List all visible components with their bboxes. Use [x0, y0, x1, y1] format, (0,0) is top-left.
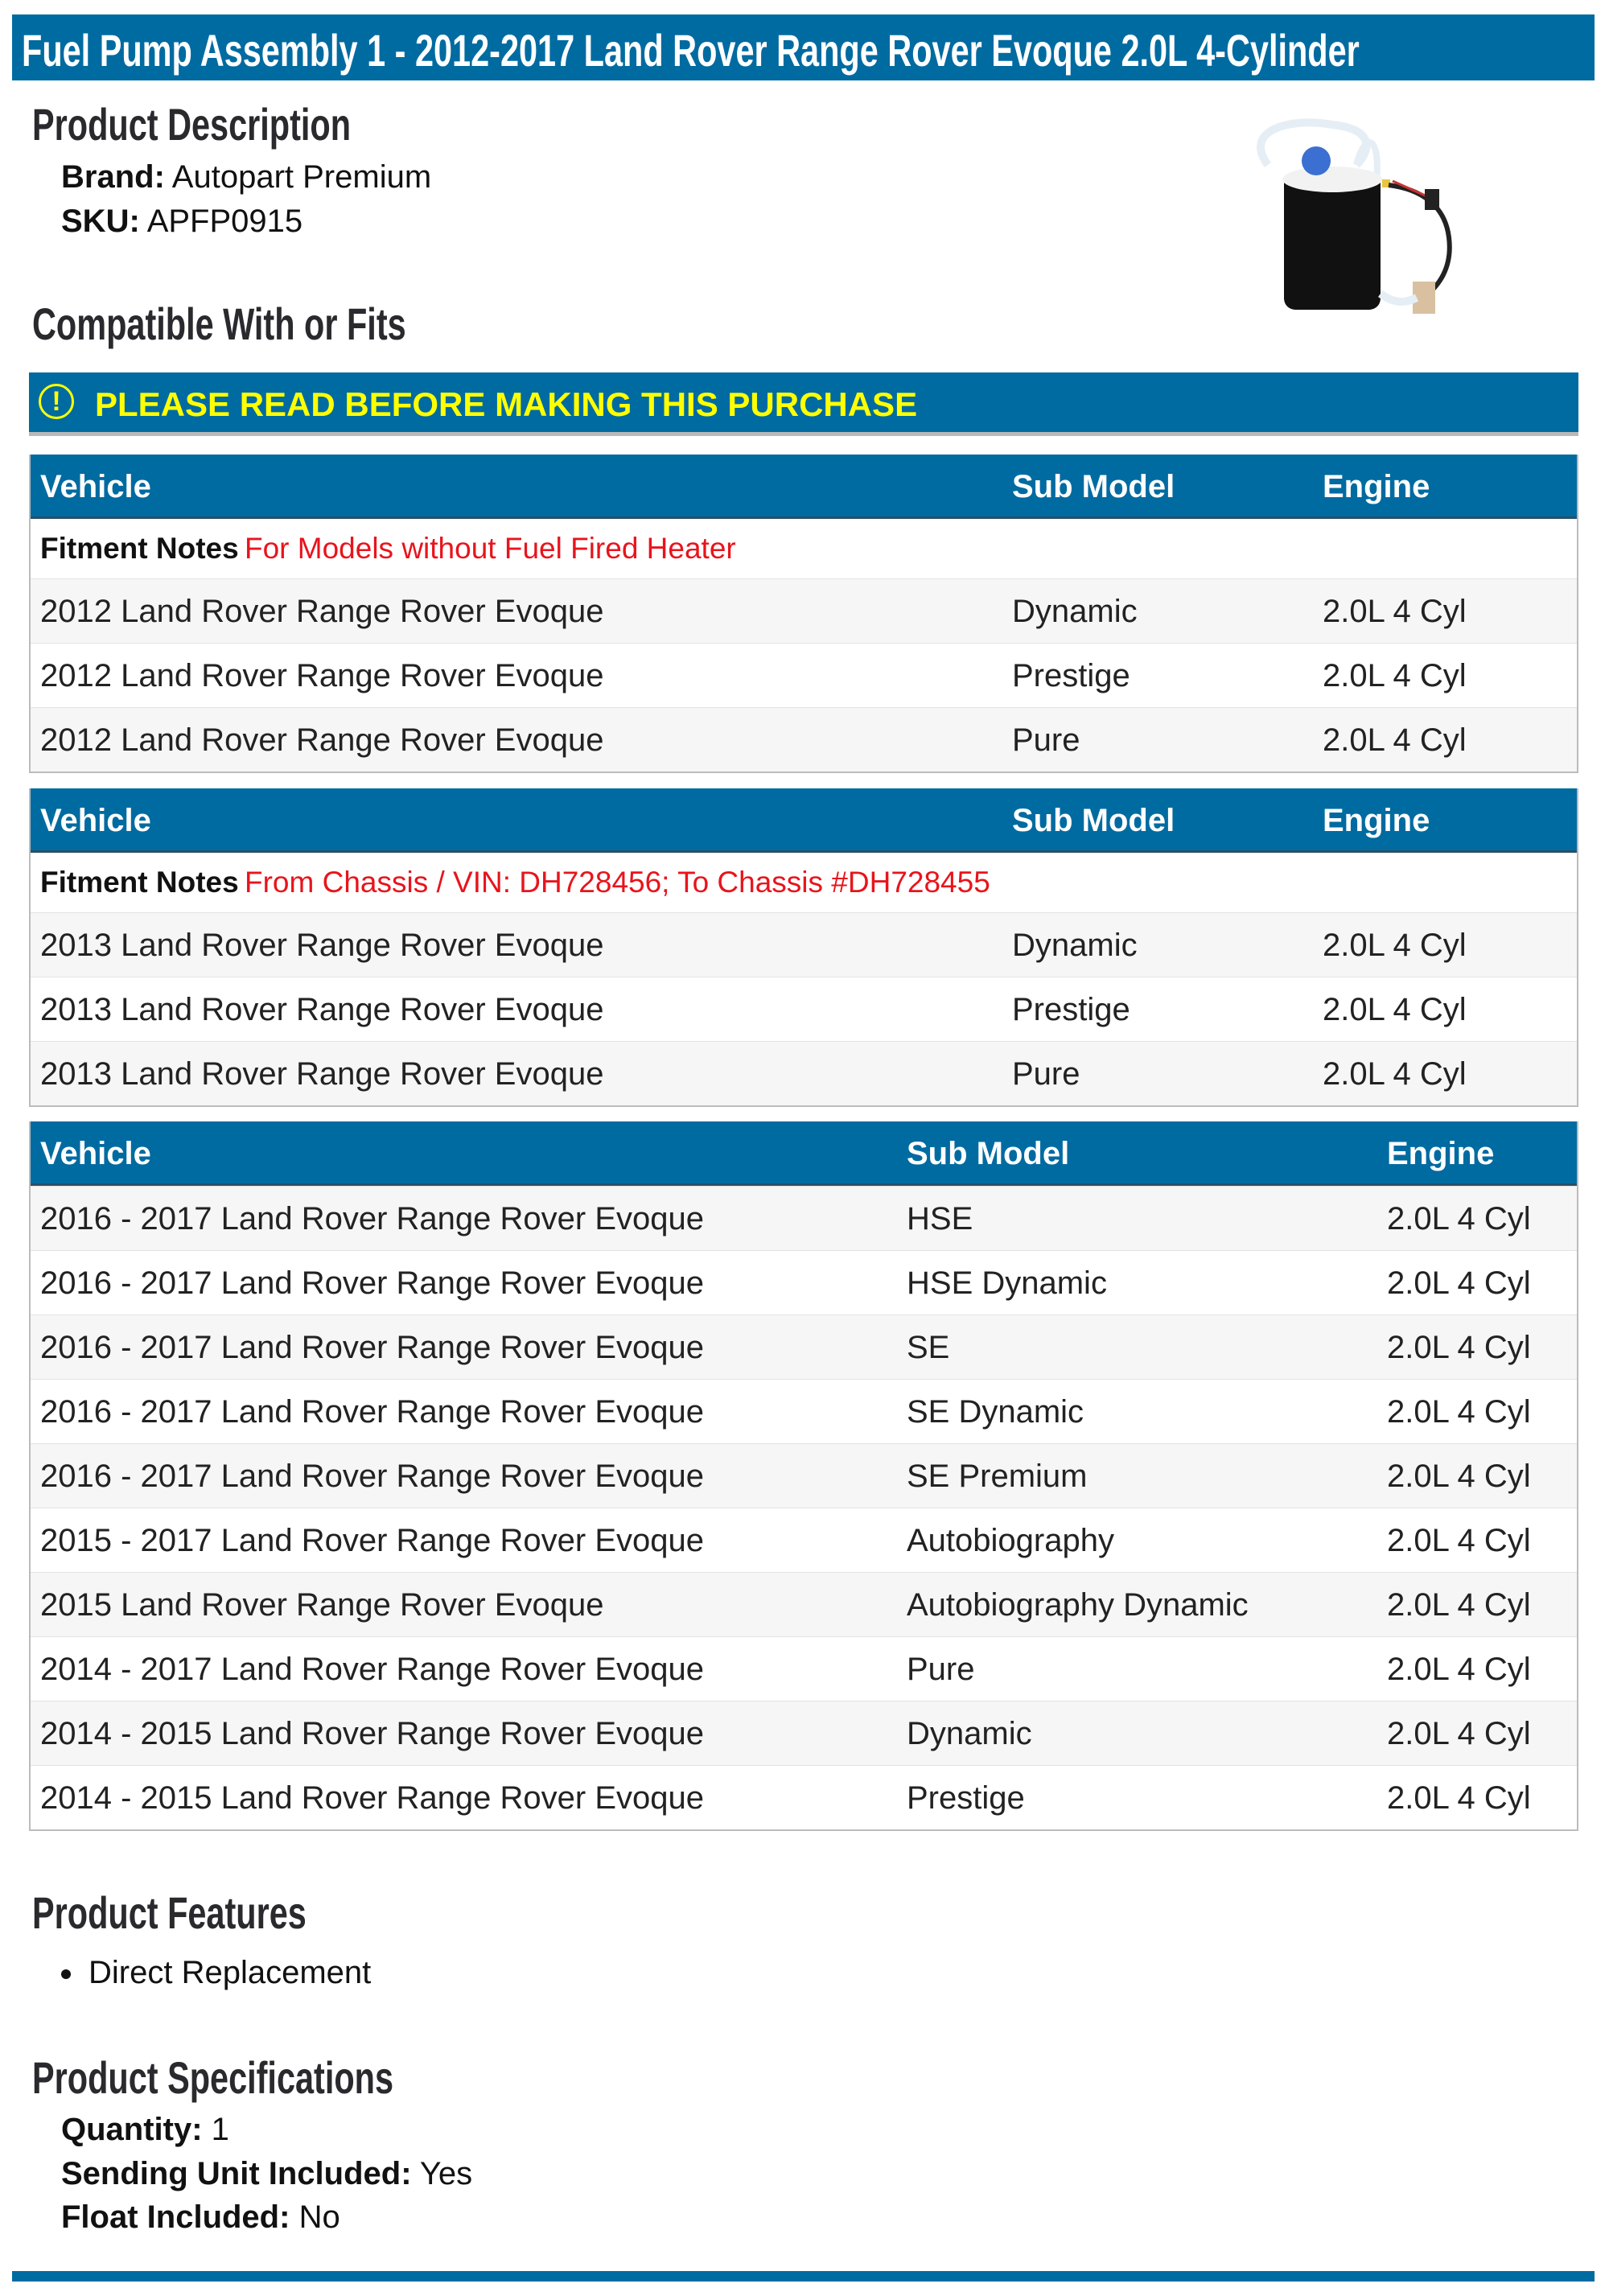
- vehicle-cell: 2014 - 2015 Land Rover Range Rover Evoque: [40, 1780, 704, 1816]
- table-body: [31, 1186, 1577, 1829]
- vehicle-cell: 2013 Land Rover Range Rover Evoque: [40, 1056, 604, 1092]
- vehicle-cell: 2012 Land Rover Range Rover Evoque: [40, 594, 604, 629]
- column-header: Engine: [1323, 469, 1430, 504]
- feature-item: [61, 1955, 371, 1991]
- fitment-notes-value: For Models without Fuel Fired Heater: [245, 532, 736, 565]
- table-row: [31, 977, 1577, 1041]
- spec-item: [61, 2112, 229, 2148]
- column-header: Sub Model: [907, 1136, 1070, 1171]
- table-row: [31, 912, 1577, 977]
- sku-line: [61, 204, 302, 240]
- table-header: [31, 788, 1577, 853]
- table-header: [31, 1121, 1577, 1186]
- features-list: [61, 1955, 371, 1991]
- bottom-bar: [12, 2271, 1595, 2282]
- fitment-notes-label: Fitment Notes: [40, 866, 239, 899]
- warning-text: PLEASE READ BEFORE MAKING THIS PURCHASE: [95, 385, 918, 423]
- vehicle-cell: 2014 - 2017 Land Rover Range Rover Evoque: [40, 1652, 704, 1687]
- fitment-notes-row: [31, 853, 1577, 912]
- page-title: Fuel Pump Assembly 1 - 2012-2017 Land Rover Range Rover Evoque 2.0L 4-Cylinder: [22, 25, 1360, 76]
- engine-cell: 2.0L 4 Cyl: [1323, 722, 1467, 758]
- spec-label: Float Included:: [61, 2199, 290, 2235]
- vehicle-cell: 2012 Land Rover Range Rover Evoque: [40, 658, 604, 693]
- sku-label: SKU:: [61, 204, 140, 239]
- vehicle-cell: 2016 - 2017 Land Rover Range Rover Evoque: [40, 1265, 704, 1301]
- engine-cell: 2.0L 4 Cyl: [1387, 1201, 1531, 1236]
- sub-model-cell: HSE: [907, 1201, 973, 1236]
- table-row: [31, 1701, 1577, 1765]
- column-header: Vehicle: [40, 469, 151, 504]
- heading-text: Product Specifications: [32, 2052, 394, 2103]
- sub-model-cell: Autobiography Dynamic: [907, 1587, 1249, 1623]
- fitment-notes-row: [31, 519, 1577, 578]
- engine-cell: 2.0L 4 Cyl: [1387, 1265, 1531, 1301]
- vehicle-cell: 2015 - 2017 Land Rover Range Rover Evoque: [40, 1523, 704, 1558]
- vehicle-cell: 2012 Land Rover Range Rover Evoque: [40, 722, 604, 758]
- sub-model-cell: Prestige: [1012, 992, 1130, 1027]
- sub-model-cell: Dynamic: [907, 1716, 1032, 1751]
- product-features-heading: [32, 1887, 403, 1939]
- fitment-notes-label: Fitment Notes: [40, 532, 239, 565]
- sub-model-cell: Dynamic: [1012, 928, 1138, 963]
- brand-line: [61, 159, 431, 195]
- vehicle-cell: 2015 Land Rover Range Rover Evoque: [40, 1587, 604, 1623]
- sub-model-cell: Prestige: [1012, 658, 1130, 693]
- table-row: [31, 1315, 1577, 1379]
- fitment-table-2014-2017: [29, 1121, 1578, 1831]
- sub-model-cell: SE Dynamic: [907, 1394, 1084, 1430]
- sub-model-cell: Autobiography: [907, 1523, 1114, 1558]
- purchase-warning-banner: [29, 372, 1578, 436]
- table-row: [31, 1443, 1577, 1508]
- sub-model-cell: Pure: [1012, 1056, 1080, 1092]
- sub-model-cell: SE Premium: [907, 1459, 1088, 1494]
- engine-cell: 2.0L 4 Cyl: [1323, 992, 1467, 1027]
- spec-item: [61, 2199, 340, 2236]
- vehicle-cell: 2014 - 2015 Land Rover Range Rover Evoque: [40, 1716, 704, 1751]
- engine-cell: 2.0L 4 Cyl: [1387, 1394, 1531, 1430]
- engine-cell: 2.0L 4 Cyl: [1323, 928, 1467, 963]
- fitment-notes-value: From Chassis / VIN: DH728456; To Chassis #DH728455: [245, 866, 990, 899]
- exclamation-circle-icon: !: [39, 384, 74, 419]
- brand-label: Brand:: [61, 159, 165, 195]
- spec-label: Quantity:: [61, 2112, 203, 2147]
- sub-model-cell: HSE Dynamic: [907, 1265, 1107, 1301]
- table-row: [31, 1572, 1577, 1636]
- brand-value: Autopart Premium: [171, 159, 432, 195]
- vehicle-cell: 2016 - 2017 Land Rover Range Rover Evoque: [40, 1201, 704, 1236]
- engine-cell: 2.0L 4 Cyl: [1323, 594, 1467, 629]
- table-row: [31, 1041, 1577, 1105]
- engine-cell: 2.0L 4 Cyl: [1323, 658, 1467, 693]
- spec-value: 1: [211, 2112, 229, 2147]
- column-header: Engine: [1387, 1136, 1495, 1171]
- fitment-table-2013: [29, 788, 1578, 1107]
- table-row: [31, 1379, 1577, 1443]
- sub-model-cell: Dynamic: [1012, 594, 1138, 629]
- table-row: [31, 1765, 1577, 1829]
- column-header: Vehicle: [40, 1136, 151, 1171]
- product-specifications-heading: [32, 2051, 521, 2104]
- engine-cell: 2.0L 4 Cyl: [1387, 1523, 1531, 1558]
- column-header: Sub Model: [1012, 469, 1175, 504]
- table-row: [31, 1186, 1577, 1250]
- sub-model-cell: SE: [907, 1330, 950, 1365]
- engine-cell: 2.0L 4 Cyl: [1387, 1330, 1531, 1365]
- heading-text: Product Description: [32, 99, 352, 150]
- engine-cell: 2.0L 4 Cyl: [1387, 1459, 1531, 1494]
- table-row: [31, 1250, 1577, 1315]
- table-header: [31, 455, 1577, 519]
- table-row: [31, 1508, 1577, 1572]
- bullet-icon: [61, 1969, 71, 1979]
- table-row: [31, 1636, 1577, 1701]
- table-body: [31, 912, 1577, 1105]
- table-row: [31, 578, 1577, 643]
- sub-model-cell: Pure: [1012, 722, 1080, 758]
- vehicle-cell: 2016 - 2017 Land Rover Range Rover Evoque: [40, 1330, 704, 1365]
- engine-cell: 2.0L 4 Cyl: [1387, 1587, 1531, 1623]
- fitment-table-2012: [29, 455, 1578, 773]
- sub-model-cell: Pure: [907, 1652, 975, 1687]
- engine-cell: 2.0L 4 Cyl: [1387, 1780, 1531, 1816]
- compatible-heading: [32, 298, 537, 350]
- feature-text: Direct Replacement: [88, 1955, 372, 1990]
- spec-label: Sending Unit Included:: [61, 2156, 412, 2191]
- table-body: [31, 578, 1577, 772]
- title-bar: [12, 14, 1595, 80]
- product-image: [1236, 117, 1514, 322]
- spec-item: [61, 2156, 472, 2192]
- sub-model-cell: Prestige: [907, 1780, 1025, 1816]
- spec-value: Yes: [419, 2156, 473, 2191]
- sku-value: APFP0915: [146, 204, 303, 239]
- heading-text: Compatible With or Fits: [32, 298, 406, 349]
- vehicle-cell: 2016 - 2017 Land Rover Range Rover Evoque: [40, 1459, 704, 1494]
- engine-cell: 2.0L 4 Cyl: [1387, 1716, 1531, 1751]
- engine-cell: 2.0L 4 Cyl: [1387, 1652, 1531, 1687]
- product-description-heading: [32, 98, 463, 150]
- vehicle-cell: 2013 Land Rover Range Rover Evoque: [40, 928, 604, 963]
- column-header: Vehicle: [40, 803, 151, 838]
- column-header: Engine: [1323, 803, 1430, 838]
- spec-value: No: [298, 2199, 340, 2235]
- table-row: [31, 643, 1577, 707]
- column-header: Sub Model: [1012, 803, 1175, 838]
- heading-text: Product Features: [32, 1887, 307, 1938]
- table-row: [31, 707, 1577, 772]
- engine-cell: 2.0L 4 Cyl: [1323, 1056, 1467, 1092]
- vehicle-cell: 2016 - 2017 Land Rover Range Rover Evoque: [40, 1394, 704, 1430]
- vehicle-cell: 2013 Land Rover Range Rover Evoque: [40, 992, 604, 1027]
